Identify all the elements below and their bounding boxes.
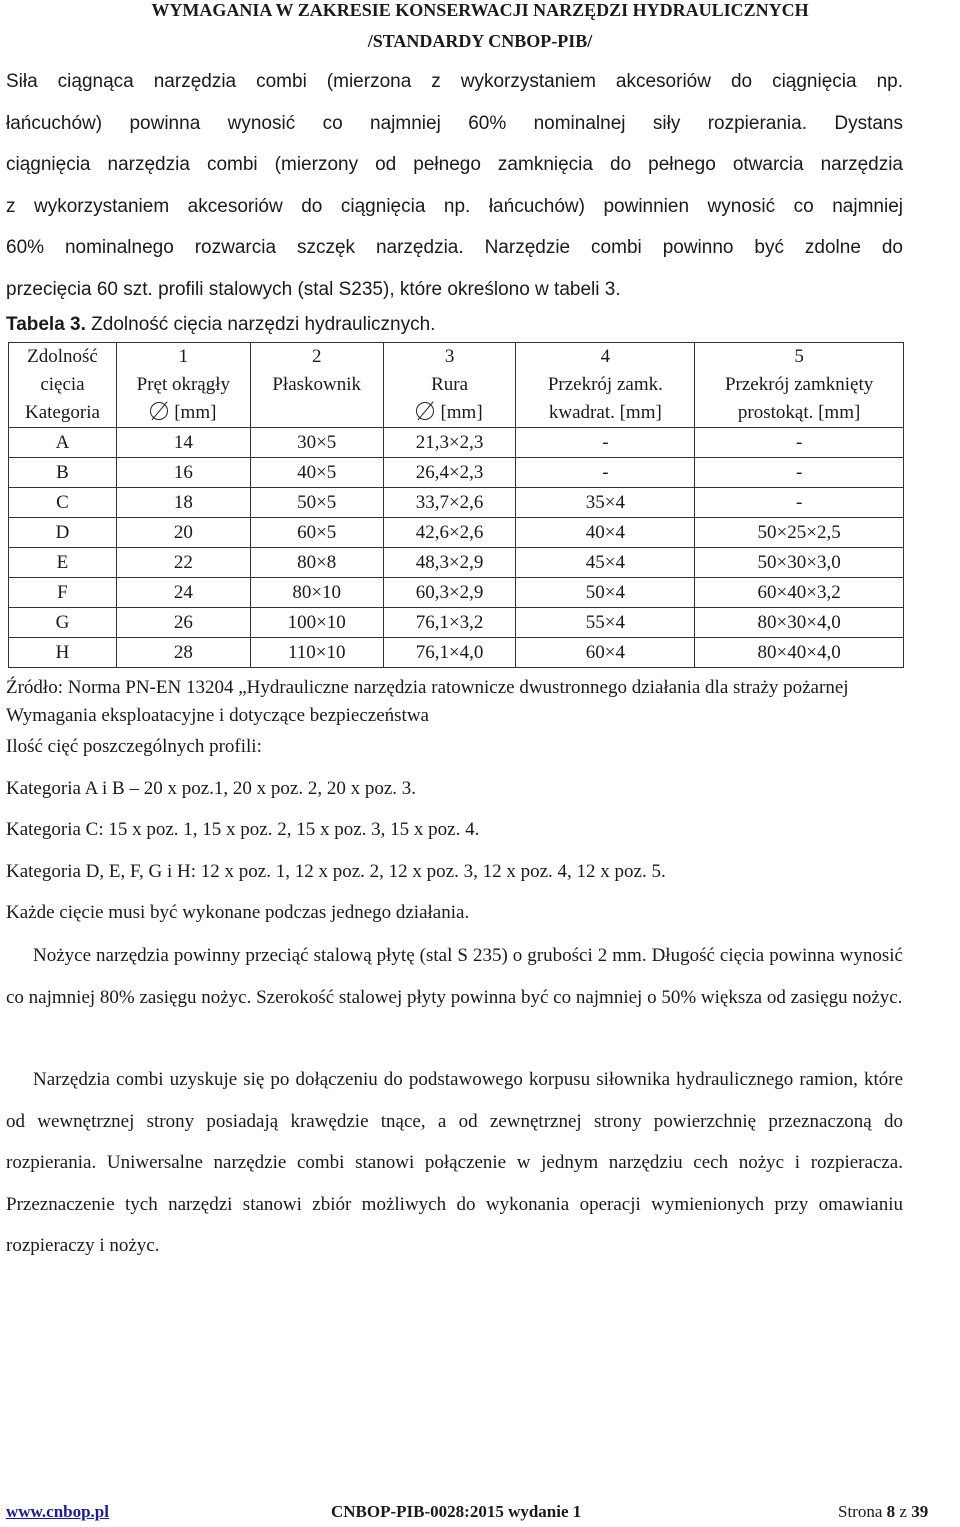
table-cell: G — [9, 608, 117, 638]
website-link[interactable]: www.cnbop.pl — [6, 1502, 109, 1521]
diameter-icon — [416, 402, 434, 420]
table-header-row — [9, 343, 904, 428]
header-text: Rura — [431, 374, 469, 395]
cuts-item: Kategoria C: 15 x poz. 1, 15 x poz. 2, 15 x poz. 3, 15 x poz. 4. — [6, 819, 480, 840]
table-cell: 100×10 — [250, 608, 383, 638]
table-cell: 26,4×2,3 — [383, 458, 516, 488]
table-row — [9, 638, 904, 668]
table-cell: 35×4 — [516, 488, 695, 518]
paragraph-combi: Narzędzia combi uzyskuje się po dołączeniu do podstawowego korpusu siłownika hydraulicznego ramion, które od wewnętrznej strony posiadają krawędzie tnące, a od zewnętrznej strony powierzchnię przeznaczoną do rozpierania. Uniwersalne narzędzie combi stanowi połączenie w jednym narzędziu cech nożyc i rozpieracza. Przeznaczenie tych narzędzi stanowi zbiór możliwych do wykonania operacji wymienionych przy omawianiu rozpieraczy i nożyc. — [6, 1069, 903, 1256]
table-cell: 22 — [116, 548, 250, 578]
table-cell: 30×5 — [250, 428, 383, 458]
paragraph-line: ciągnięcia narzędzia combi (mierzony od pełnego zamknięcia do pełnego otwarcia narzędzia — [6, 154, 903, 175]
table-cell: 50×30×3,0 — [695, 548, 904, 578]
table-cell: 80×30×4,0 — [695, 608, 904, 638]
paragraph-line: przecięcia 60 szt. profili stalowych (stal S235), które określono w tabeli 3. — [6, 278, 621, 300]
table-cell: 40×4 — [516, 518, 695, 548]
paragraph-pull-force — [6, 61, 903, 310]
table-cell: - — [695, 428, 904, 458]
table-cell: D — [9, 518, 117, 548]
cuts-title-text: Ilość cięć poszczególnych profili: — [6, 736, 262, 757]
header-text: 1 — [178, 346, 189, 367]
table-cell: 42,6×2,6 — [383, 518, 516, 548]
table-cell: 20 — [116, 518, 250, 548]
paragraph-line: Siła ciągnąca narzędzia combi (mierzona z wykorzystaniem akcesoriów do ciągnięcia np. — [6, 71, 903, 92]
table-cell: 40×5 — [250, 458, 383, 488]
table-cell: 76,1×3,2 — [383, 608, 516, 638]
table-caption-label: Tabela 3. — [6, 314, 86, 335]
table-caption-text: Zdolność cięcia narzędzi hydraulicznych. — [85, 314, 436, 335]
page-current: 8 — [886, 1502, 896, 1521]
header-flat-bar — [250, 343, 383, 428]
header-text: 5 — [794, 346, 804, 367]
table-cell: 50×4 — [516, 578, 695, 608]
header-text: Przekrój zamk. — [547, 374, 663, 395]
page-total: 39 — [911, 1502, 929, 1521]
header-square-section — [516, 343, 695, 428]
table-cell: 18 — [116, 488, 250, 518]
table-row — [9, 488, 904, 518]
header-text: Pręt okrągły — [136, 374, 231, 395]
table-row — [9, 428, 904, 458]
paragraph-line: z wykorzystaniem akcesoriów do ciągnięcia np. łańcuchów) powinnien wynosić co najmniej — [6, 195, 903, 217]
table-cell: 26 — [116, 608, 250, 638]
page-label: Strona — [838, 1502, 883, 1521]
header-text: 4 — [600, 346, 611, 367]
header-text: Zdolność — [27, 346, 98, 367]
table-cell: A — [9, 428, 117, 458]
header-round-bar — [116, 343, 250, 428]
table-cell: 14 — [116, 428, 250, 458]
table-cell: - — [516, 428, 695, 458]
table-cell: 28 — [116, 638, 250, 668]
header-text: Płaskownik — [272, 374, 362, 395]
table-cell: - — [516, 458, 695, 488]
table-body — [9, 428, 904, 668]
table-source-note: Źródło: Norma PN-EN 13204 „Hydrauliczne narzędzia ratownicze dwustronnego działania dla straży pożarnej Wymagania eksploatacyjne i dotyczące bezpieczeństwa — [6, 677, 849, 726]
table-cell: 50×25×2,5 — [695, 518, 904, 548]
header-rect-section — [695, 343, 904, 428]
table-cell: 33,7×2,6 — [383, 488, 516, 518]
table-row — [9, 578, 904, 608]
table-row — [9, 458, 904, 488]
table-cell: E — [9, 548, 117, 578]
table-cell: 55×4 — [516, 608, 695, 638]
table-caption — [6, 314, 435, 336]
header-text: Przekrój zamknięty — [724, 374, 874, 395]
cuts-item: Każde cięcie musi być wykonane podczas jednego działania. — [6, 902, 470, 923]
cuts-item: Kategoria D, E, F, G i H: 12 x poz. 1, 12 x poz. 2, 12 x poz. 3, 12 x poz. 4, 12 x poz. 5. — [6, 861, 666, 882]
footer-page-number — [838, 1502, 928, 1522]
paragraph-shears: Nożyce narzędzia powinny przeciąć stalową płytę (stal S 235) o grubości 2 mm. Długość cięcia powinna wynosić co najmniej 80% zasięgu nożyc. Szerokość stalowej płyty powinna być co najmniej o 50% większa od zasięgu nożyc. — [6, 945, 903, 1008]
table-cell: 48,3×2,9 — [383, 548, 516, 578]
page-of-label: z — [899, 1502, 907, 1521]
header-text: 2 — [311, 346, 322, 367]
table-cell: 80×8 — [250, 548, 383, 578]
header-category — [9, 343, 117, 428]
document-header-subtitle: /STANDARDY CNBOP-PIB/ — [367, 31, 593, 51]
table-cell: H — [9, 638, 117, 668]
table-cell: 45×4 — [516, 548, 695, 578]
header-text: [mm] — [174, 402, 217, 423]
table-cell: 60×4 — [516, 638, 695, 668]
paragraph-line: łańcuchów) powinna wynosić co najmniej 60% nominalnej siły rozpierania. Dystans — [6, 112, 903, 134]
table-cell: 76,1×4,0 — [383, 638, 516, 668]
table-cell: C — [9, 488, 117, 518]
cuts-title — [6, 736, 262, 758]
table-cell: 16 — [116, 458, 250, 488]
table-cell: 110×10 — [250, 638, 383, 668]
header-text: cięcia — [40, 374, 85, 395]
table-cell: - — [695, 488, 904, 518]
table-row — [9, 608, 904, 638]
table-cell: 60×40×3,2 — [695, 578, 904, 608]
table-cell: B — [9, 458, 117, 488]
header-text: [mm] — [440, 402, 483, 423]
table-cell: 21,3×2,3 — [383, 428, 516, 458]
table-cell: 80×40×4,0 — [695, 638, 904, 668]
table-cell: 60,3×2,9 — [383, 578, 516, 608]
table-row — [9, 518, 904, 548]
table-cell: - — [695, 458, 904, 488]
header-text: Kategoria — [25, 402, 100, 423]
header-text: kwadrat. [mm] — [548, 402, 662, 423]
paragraph-line: 60% nominalnego rozwarcia szczęk narzędzia. Narzędzie combi powinno być zdolne do — [6, 237, 903, 258]
footer-doc-id: CNBOP-PIB-0028:2015 wydanie 1 — [331, 1502, 582, 1521]
header-text: prostokąt. [mm] — [737, 402, 861, 423]
header-pipe — [383, 343, 516, 428]
cuts-item: Kategoria A i B – 20 x poz.1, 20 x poz. 2, 20 x poz. 3. — [6, 778, 417, 799]
table-cell: 80×10 — [250, 578, 383, 608]
document-header-title: WYMAGANIA W ZAKRESIE KONSERWACJI NARZĘDZI HYDRAULICZNYCH — [151, 0, 809, 20]
footer-link[interactable] — [6, 1502, 109, 1522]
table-cell: 24 — [116, 578, 250, 608]
table-cell: 50×5 — [250, 488, 383, 518]
table-cell: F — [9, 578, 117, 608]
table-cell: 60×5 — [250, 518, 383, 548]
table-row — [9, 548, 904, 578]
header-text: 3 — [444, 346, 455, 367]
diameter-icon — [150, 402, 168, 420]
cutting-capacity-table — [8, 342, 904, 668]
